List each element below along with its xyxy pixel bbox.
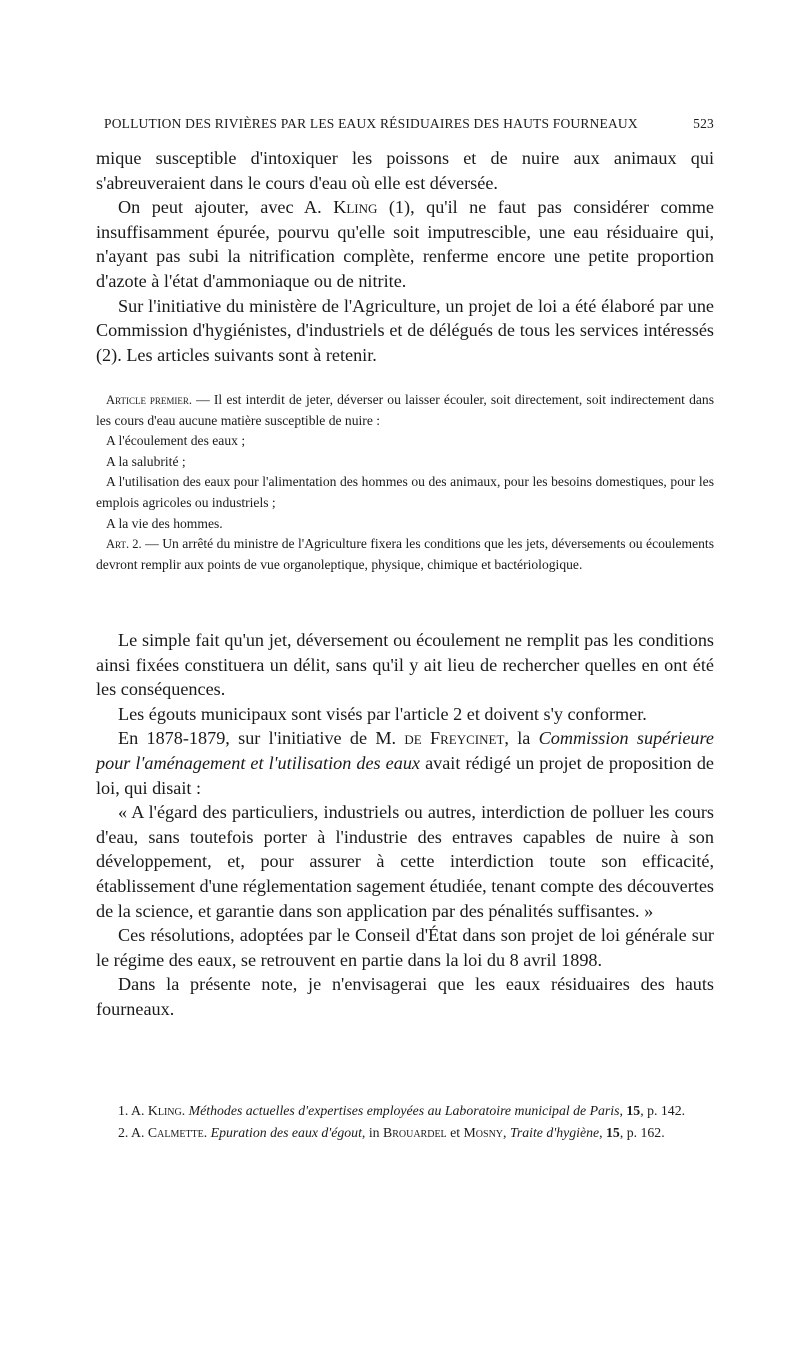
paragraph-8: Ces résolutions, adoptées par le Conseil d'État dans son projet de loi générale sur le régime des eaux, se retrouvent en partie dans la loi du 8 avril 1898. bbox=[96, 925, 714, 970]
paragraph-7-quote: « A l'égard des particuliers, industriels ou autres, interdiction de polluer les cours d'eau, sans toutefois porter à l'industrie des entraves capables de nuire à son développement, et, pour assurer à cette interdiction toute son efficacité, établissement d'une réglementation sagement étudiée, tenant compte des découvertes de la science, et garantie dans son application par des pénalités suffisantes. » bbox=[96, 802, 714, 921]
article-item-2: A la salubrité ; bbox=[106, 453, 186, 469]
paragraph-2 bbox=[96, 195, 714, 293]
footnote-2 bbox=[96, 1122, 714, 1144]
paragraph-6 bbox=[96, 726, 714, 800]
footnote-1-number: 1. A. bbox=[118, 1103, 148, 1118]
footnote-1-title: Méthodes actuelles d'expertises employées au Laboratoire municipal de Paris bbox=[188, 1103, 620, 1118]
commission-name: Commission supérieure pour l'aménagement et l'utilisation des eaux bbox=[96, 728, 714, 773]
article-item-4: A la vie des hommes. bbox=[106, 515, 223, 531]
p6-text-b: , la bbox=[504, 728, 539, 749]
article-item-1: A l'écoulement des eaux ; bbox=[106, 433, 246, 449]
footnote-2-in: , in bbox=[361, 1124, 384, 1140]
footnote-1-volume: 15 bbox=[626, 1103, 641, 1118]
footnote-2-volume: 15 bbox=[606, 1124, 620, 1140]
article-item-3: A l'utilisation des eaux pour l'alimentation des hommes ou des animaux, pour les besoins domestiques, pour les emplois agricoles ou industriels ; bbox=[96, 474, 714, 510]
footnote-2-author-2: Brouardel bbox=[383, 1124, 447, 1140]
footnote-1 bbox=[96, 1100, 714, 1122]
p6-text-c: avait rédigé un projet de proposition de loi, qui disait : bbox=[96, 752, 714, 798]
footnote-1-page: , p. 142. bbox=[640, 1103, 686, 1118]
footnote-ref-1: (1) bbox=[388, 197, 411, 218]
p2-text-a: On peut ajouter, avec A. bbox=[118, 197, 334, 218]
article-1-text: — Il est interdit de jeter, déverser ou laisser écouler, soit directement, soit indirectement dans les cours d'eau aucune matière susceptible de nuire : bbox=[96, 392, 714, 428]
paragraph-1: mique susceptible d'intoxiquer les poissons et de nuire aux animaux qui s'abreuveraient dans le cours d'eau où elle est déversée. bbox=[96, 148, 714, 193]
author-kling: Kling bbox=[333, 197, 378, 218]
law-excerpt bbox=[96, 390, 714, 575]
p3-text-b: . Les articles suivants sont à retenir. bbox=[117, 344, 377, 365]
footnote-2-sep: . bbox=[203, 1124, 211, 1140]
footnote-2-and: et bbox=[446, 1124, 464, 1140]
author-freycinet: de Freycinet bbox=[404, 728, 505, 749]
article-1 bbox=[96, 390, 714, 431]
footnote-1-sep: . bbox=[181, 1103, 189, 1118]
p6-text-a: En 1878-1879, sur l'initiative de M. bbox=[118, 728, 405, 749]
paragraph-9: Dans la présente note, je n'envisagerai que les eaux résiduaires des hauts fourneaux. bbox=[96, 974, 714, 1019]
article-1-label: Article premier. bbox=[106, 393, 192, 407]
article-2-text: — Un arrêté du ministre de l'Agriculture fixera les conditions que les jets, déversements ou écoulements devront remplir aux points de vue organoleptique, physique, chimique et bactériologique. bbox=[96, 536, 714, 572]
article-2 bbox=[96, 534, 714, 575]
footnote-2-number: 2. A. bbox=[118, 1124, 148, 1140]
paragraph-3 bbox=[96, 294, 714, 368]
footnote-2-author: Calmette bbox=[147, 1124, 204, 1140]
footnotes bbox=[96, 1100, 714, 1143]
footnote-1-author: Kling bbox=[147, 1103, 182, 1118]
main-text bbox=[96, 628, 714, 1022]
footnote-2-author-3: Mosny bbox=[463, 1124, 504, 1140]
page-number: 523 bbox=[693, 116, 714, 131]
footnote-2-comma: , bbox=[503, 1124, 510, 1140]
article-2-label: Art. 2. bbox=[106, 537, 142, 552]
footnote-2-page: , p. 162. bbox=[619, 1124, 665, 1140]
footnote-1-comma: , bbox=[619, 1103, 627, 1118]
intro-text bbox=[96, 146, 714, 367]
footnote-2-title-2: Traite d'hygiène bbox=[509, 1124, 600, 1140]
p3-text-a: Sur l'initiative du ministère de l'Agriculture, un projet de loi a été élaboré par une Commission d'hygiénistes, d'industriels et de délégués de tous les services intéressés bbox=[96, 295, 714, 341]
running-title: POLLUTION DES RIVIÈRES PAR LES EAUX RÉSIDUAIRES DES HAUTS FOURNEAUX bbox=[104, 116, 638, 131]
paragraph-5: Les égouts municipaux sont visés par l'article 2 et doivent s'y conformer. bbox=[118, 703, 647, 724]
footnote-2-comma-2: , bbox=[599, 1124, 607, 1140]
footnote-2-title: Epuration des eaux d'égout bbox=[210, 1124, 362, 1140]
p2-text-b: , qu'il ne faut pas considérer comme insuffisamment épurée, pourvu qu'elle soit imputrescible, une eau résiduaire qui, n'ayant pas subi la nitrification complète, renferme encore une petite proportion d'azote à l'état d'ammoniaque ou de nitrite. bbox=[96, 197, 715, 291]
footnote-ref-2: (2) bbox=[96, 344, 118, 365]
paragraph-4: Le simple fait qu'un jet, déversement ou écoulement ne remplit pas les conditions ainsi fixées constituera un délit, sans qu'il y ait lieu de rechercher quelles en ont été les conséquences. bbox=[96, 630, 714, 700]
